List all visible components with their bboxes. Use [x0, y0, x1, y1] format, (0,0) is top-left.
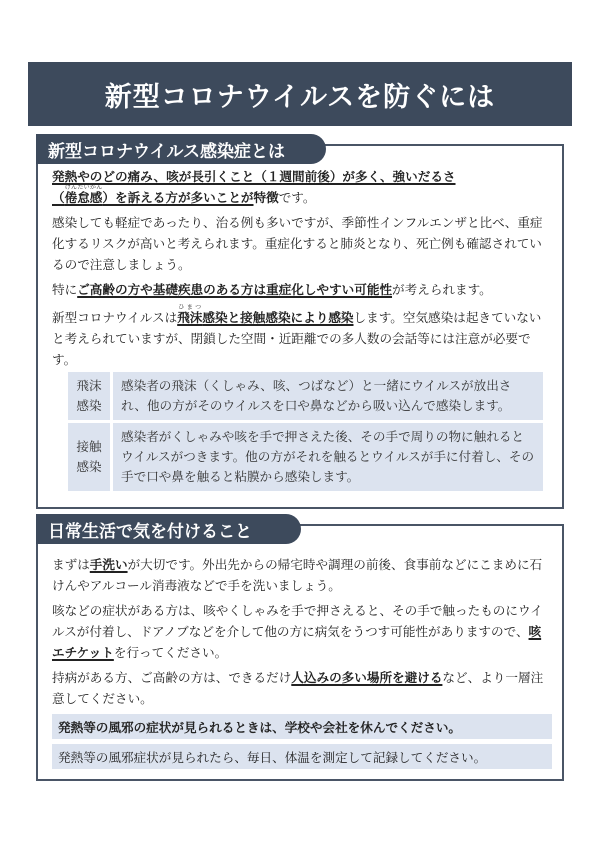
text-transmission-routes: 感染と接触感染により感染: [202, 310, 354, 325]
table-row: [68, 423, 543, 491]
text-first: まずは: [52, 557, 90, 572]
page-title: 新型コロナウイルスを防ぐには: [28, 62, 572, 126]
text-symptoms: 発熱やのどの痛み、咳が長引くこと（１週間前後）が多く、強いだるさ: [52, 169, 456, 184]
paragraph-cough-etiquette: [52, 600, 550, 663]
text-avoid-crowds: 人込みの多い場所を避ける: [291, 670, 443, 685]
ruby-base: 倦怠感: [64, 190, 103, 205]
section-about-covid: [36, 141, 564, 509]
route-label: 接触 感染: [68, 423, 113, 491]
text-virus: 新型コロナウイルスは: [52, 310, 178, 325]
section-daily-life: [36, 521, 564, 781]
section-heading: 新型コロナウイルス感染症とは: [36, 134, 326, 164]
paragraph-crowds: [52, 667, 550, 709]
section-body: [52, 554, 550, 713]
text-chronic: 持病がある方、ご高齢の方は、できるだけ: [52, 670, 292, 685]
section-heading: 日常生活で気を付けること: [36, 514, 301, 544]
transmission-table: [68, 372, 543, 491]
text-caution: など、より一層注意してください。: [52, 670, 544, 706]
paragraph-handwashing: [52, 554, 550, 596]
paragraph-symptoms: [52, 166, 550, 208]
ruby-reading: ひまつ: [177, 304, 203, 311]
text-considered: が考えられます。: [392, 282, 492, 297]
paragraph-risk-groups: [52, 279, 550, 300]
text-symptoms-open: （: [52, 190, 65, 205]
section-body: [52, 166, 550, 374]
notice-temperature: 発熱等の風邪症状が見られたら、毎日、体温を測定して記録してください。: [52, 744, 552, 769]
text-cough-detail: 咳などの症状がある方は、咳やくしゃみを手で押さえると、その手で触ったものにウイルスが付着し、ドアノブなどを介して他の方に病気をうつす可能性がありますので、: [52, 603, 543, 639]
ruby-fatigue: [64, 184, 103, 205]
text-feature: 特徴: [253, 190, 279, 205]
paragraph-transmission: [52, 304, 550, 370]
text-especially: 特に: [52, 282, 78, 297]
text-handwashing: 手洗い: [89, 557, 128, 572]
text-transmission-detail: します。空気感染は起きていないと考えられていますが、閉鎖した空間・近距離での多人数の会話等には注意が必要です。: [52, 310, 542, 367]
notice-stay-home: 発熱等の風邪の症状が見られるときは、学校や会社を休んでください。: [52, 714, 552, 739]
text-please: を行ってください。: [113, 645, 228, 660]
ruby-reading: けんたいかん: [64, 184, 103, 191]
text-desu: です。: [278, 190, 316, 205]
text-symptoms-close: ）を訴える方が多いことが: [102, 190, 254, 205]
text-cough-etiquette: 咳エチケット: [52, 624, 542, 660]
route-description: 感染者がくしゃみや咳を手で押さえた後、その手で周りの物に触れるとウイルスがつきます。他の方がそれを触るとウイルスが手に付着し、その手で口や鼻を触ると粘膜から感染します。: [113, 423, 543, 491]
table-row: [68, 372, 543, 420]
text-handwashing-detail: が大切です。外出先からの帰宅時や調理の前後、食事前などにこまめに石けんやアルコール消毒液などで手を洗いましょう。: [52, 557, 543, 593]
route-label: 飛沫 感染: [68, 372, 113, 420]
text-risk-groups: ご高齢の方や基礎疾患のある方は重症化しやすい可能性: [77, 282, 393, 297]
ruby-droplet: [177, 304, 203, 325]
route-description: 感染者の飛沫（くしゃみ、咳、つばなど）と一緒にウイルスが放出され、他の方がそのウイルスを口や鼻などから吸い込んで感染します。: [113, 372, 543, 420]
paragraph-severity: 感染しても軽症であったり、治る例も多いですが、季節性インフルエンザと比べ、重症化するリスクが高いと考えられます。重症化すると肺炎となり、死亡例も確認されているので注意しましょう。: [52, 215, 543, 272]
ruby-base: 飛沫: [177, 310, 203, 325]
